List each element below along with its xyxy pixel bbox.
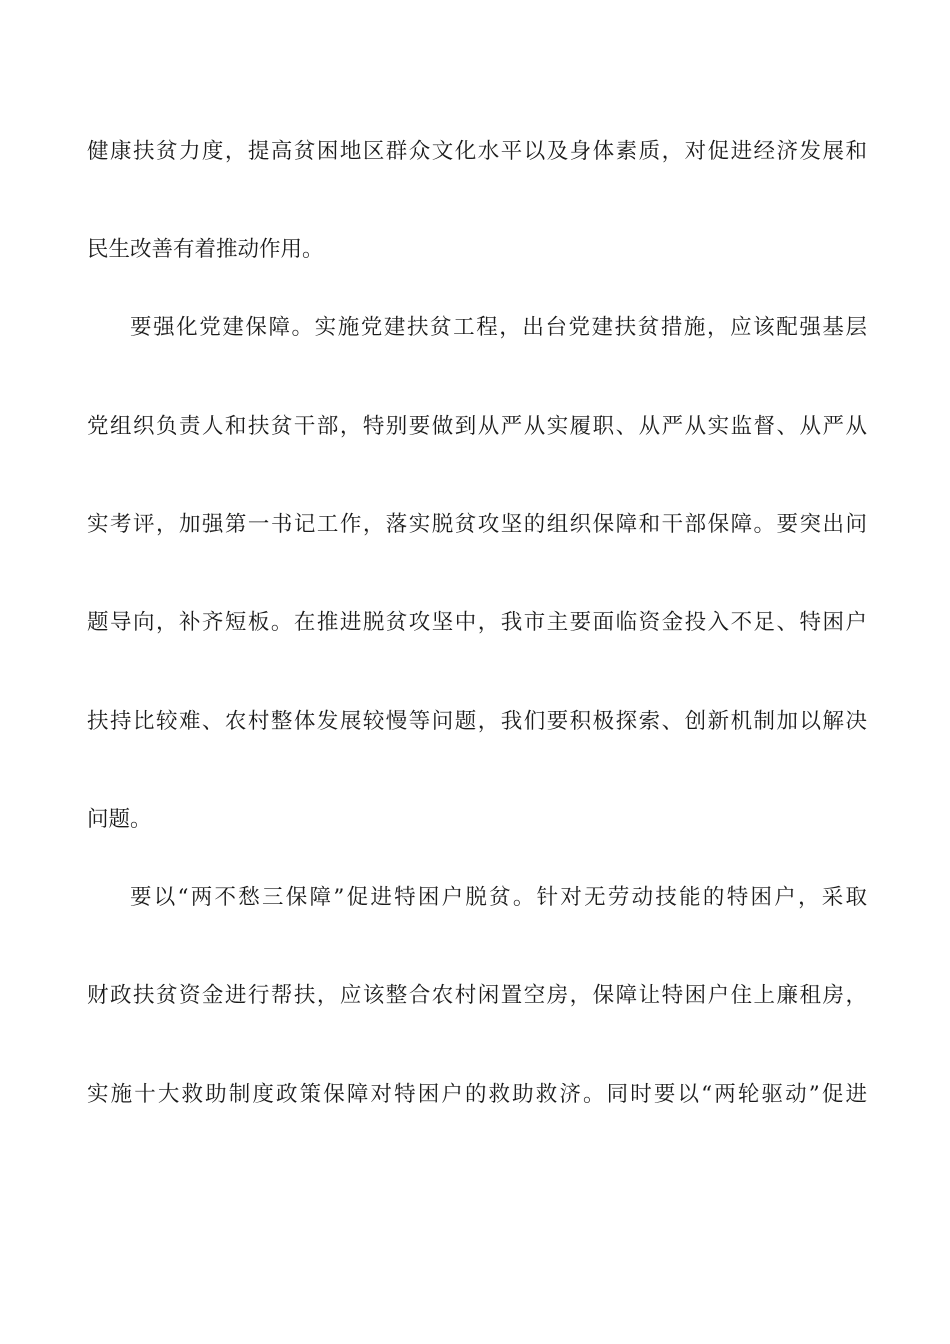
text-line: 问题。 [87,807,152,832]
text-line: 实施十大救助制度政策保障对特困户的救助救济。同时要以“两轮驱动”促进 [87,1082,867,1107]
text-line: 要以“两不愁三保障”促进特困户脱贫。针对无劳动技能的特困户，采取 [130,885,867,910]
text-line: 健康扶贫力度，提高贫困地区群众文化水平以及身体素质，对促进经济发展和 [87,139,867,164]
text-line: 要强化党建保障。实施党建扶贫工程，出台党建扶贫措施，应该配强基层 [130,315,867,340]
text-line: 实考评，加强第一书记工作，落实脱贫攻坚的组织保障和干部保障。要突出问 [87,512,867,537]
text-line: 党组织负责人和扶贫干部，特别要做到从严从实履职、从严从实监督、从严从 [87,414,867,439]
text-line: 财政扶贫资金进行帮扶，应该整合农村闲置空房，保障让特困户住上廉租房， [87,983,867,1008]
text-line: 民生改善有着推动作用。 [87,237,324,262]
text-line: 题导向，补齐短板。在推进脱贫攻坚中，我市主要面临资金投入不足、特困户 [87,610,867,635]
text-line: 扶持比较难、农村整体发展较慢等问题，我们要积极探索、创新机制加以解决 [87,709,867,734]
